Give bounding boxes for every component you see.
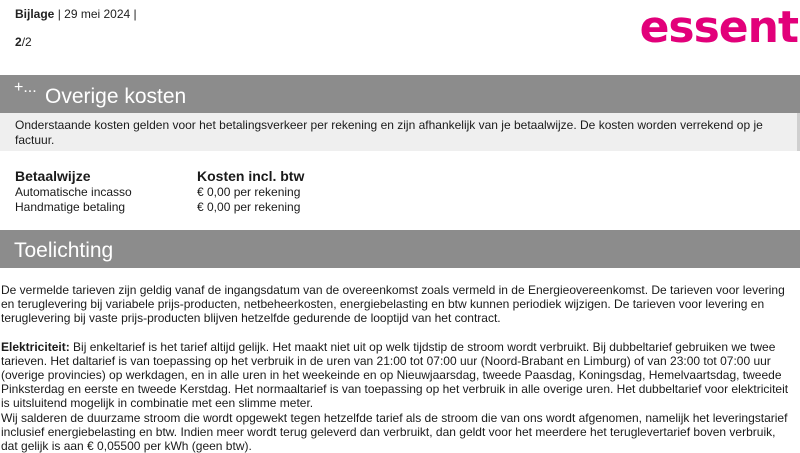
info-text: Onderstaande kosten gelden voor het betalingsverkeer per rekening en zijn afhankelijk van je betaalwijze. De kosten worden verrekend op je factuur. <box>15 118 763 147</box>
separator: | <box>133 7 137 21</box>
column-header: Kosten incl. btw <box>197 168 305 184</box>
page-current: 2 <box>15 35 22 49</box>
paragraph: De vermelde tarieven zijn geldig vanaf de ingangsdatum van de overeenkomst zoals vermeld in de Energieovereenkomst. De tarieven voor levering en teruglevering bij variabele prijs-producten, netbeheerkosten, energiebelasting en btw kunnen periodiek wijzigen. De tarieven voor levering en teruglevering bij vaste prijs-producten blijven hetzelfde gedurende de looptijd van het contract. <box>1 283 785 326</box>
doc-date: 29 mei 2024 <box>64 7 131 21</box>
cost-column <box>197 168 304 215</box>
section-title: Toelichting <box>14 239 114 262</box>
paragraph-text: Bij enkeltarief is het tarief altijd gelijk. Het maakt niet uit op welk tijdstip de stroom wordt verbruikt. Bij dubbeltarief gebruiken we twee tarieven. Het daltarief is van toepassing op het verbruik in de uren van 21:00 tot 07:00 uur (Noord-Brabant en Limburg) of van 23:00 tot 07:00 uur (overige provincies) op werkdagen, en in alle uren in het weekeinde en op Nieuwjaarsdag, tweede Paasdag, Koningsdag, Hemelvaartsdag, tweede Pinksterdag en eerste en tweede Kerstdag. Het normaaltarief is van toepassing op het verbruik in alle overige uren. Het dubbeltarief voor elektriciteit is uitsluitend mogelijk in combinatie met een slimme meter. <box>1 339 789 411</box>
table-cell: € 0,00 per rekening <box>197 185 301 199</box>
table-cell: Handmatige betaling <box>15 200 126 214</box>
paragraph: Wij salderen de duurzame stroom die wordt opgewekt tegen hetzelfde tarief als de stroom die van ons wordt afgenomen, namelijk het leveringstarief inclusief energiebelasting en btw. Indien meer wordt terug geleverd dan verbruikt, dan geldt voor het meerdere het teruglevertarief boven verbruik, dat gelijk is aan € 0,05500 per kWh (geen btw). <box>1 410 788 453</box>
table-cell: Automatische incasso <box>15 185 132 199</box>
document-meta <box>15 7 137 21</box>
table-cell: € 0,00 per rekening <box>197 200 301 214</box>
essent-logo: essent <box>639 2 798 53</box>
info-box <box>0 113 800 151</box>
payment-method-column <box>15 168 132 215</box>
plus-dots-icon: +... <box>14 79 37 96</box>
page-total: /2 <box>21 35 32 49</box>
section-header-toelichting <box>0 230 800 268</box>
section-title: Overige kosten <box>45 85 187 108</box>
elektriciteit-label: Elektriciteit: <box>1 339 70 354</box>
toelichting-body <box>0 283 792 453</box>
column-header: Betaalwijze <box>15 168 91 184</box>
paragraph <box>0 340 792 411</box>
separator: | <box>57 7 65 21</box>
doc-label: Bijlage <box>15 7 55 21</box>
spacer <box>0 326 792 340</box>
section-header-overige-kosten <box>0 75 800 113</box>
page-number <box>15 35 32 49</box>
